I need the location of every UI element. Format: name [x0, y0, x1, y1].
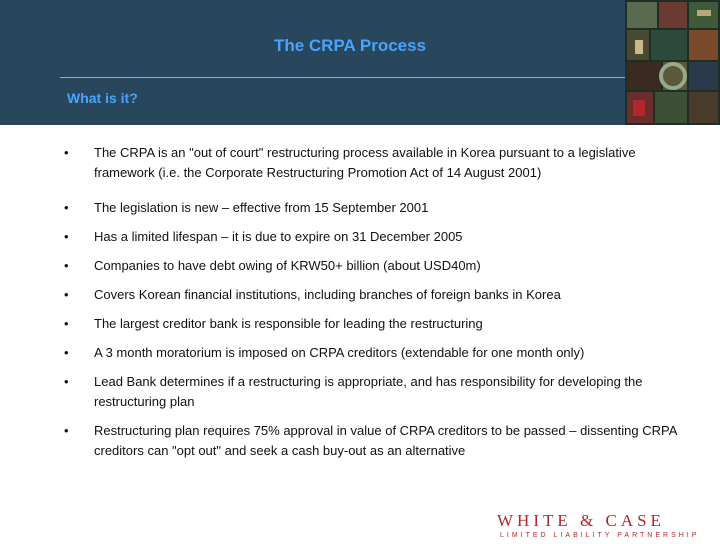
svg-text:WHITE & CASE: WHITE & CASE: [497, 511, 665, 530]
bullet-symbol: •: [64, 229, 69, 244]
bullet-text: The largest creditor bank is responsible for leading the restructuring: [94, 316, 483, 331]
bullet-text: Lead Bank determines if a restructuring is appropriate, and has responsibility for developing the restructuring plan: [94, 374, 643, 409]
bullet-list: [0, 143, 720, 461]
bullet-item: [0, 314, 720, 334]
bullet-symbol: •: [64, 316, 69, 331]
bullet-text: Restructuring plan requires 75% approval in value of CRPA creditors to be passed – dissenting CRPA creditors can "opt out" and seek a cash buy-out as an alternative: [94, 423, 677, 458]
svg-text:LIMITED LIABILITY PARTNERSHIP: LIMITED LIABILITY PARTNERSHIP: [500, 532, 700, 539]
title-divider: [60, 77, 625, 78]
bullet-item: [0, 143, 720, 183]
bullet-item: [0, 256, 720, 276]
white-case-logo: [497, 509, 712, 539]
bullet-symbol: •: [64, 200, 69, 215]
bullet-symbol: •: [64, 374, 69, 389]
bullet-item: [0, 343, 720, 363]
bullet-item: [0, 285, 720, 305]
bullet-item: [0, 421, 720, 461]
bullet-symbol: •: [64, 287, 69, 302]
bullet-item: [0, 198, 720, 218]
bullet-text: The legislation is new – effective from 15 September 2001: [94, 200, 429, 215]
bullet-symbol: •: [64, 258, 69, 273]
bullet-text: Companies to have debt owing of KRW50+ billion (about USD40m): [94, 258, 481, 273]
slide-title: The CRPA Process: [273, 36, 427, 55]
bullet-text: The CRPA is an "out of court" restructuring process available in Korea pursuant to a legislative framework (i.e. the Corporate Restructuring Promotion Act of 14 August 2001): [94, 145, 636, 180]
bullet-symbol: •: [64, 423, 69, 438]
bullet-text: Covers Korean financial institutions, including branches of foreign banks in Korea: [94, 287, 561, 302]
bullet-item: [0, 227, 720, 247]
bullet-text: Has a limited lifespan – it is due to expire on 31 December 2005: [94, 229, 463, 244]
bullet-item: [0, 372, 720, 412]
decorative-mosaic: [625, 0, 720, 125]
bullet-symbol: •: [64, 345, 69, 360]
bullet-text: A 3 month moratorium is imposed on CRPA creditors (extendable for one month only): [94, 345, 585, 360]
bullet-symbol: •: [64, 145, 69, 160]
section-subtitle: What is it?: [67, 90, 138, 106]
header-band: [0, 0, 625, 125]
